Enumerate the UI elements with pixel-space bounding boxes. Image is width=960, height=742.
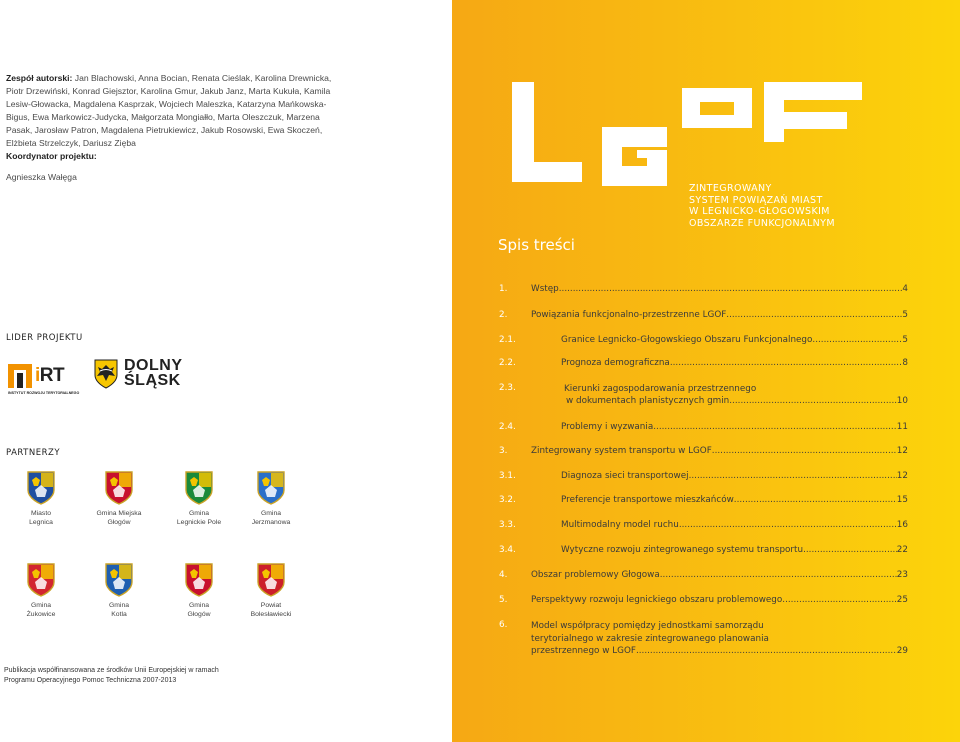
toc-page-number: 29 bbox=[896, 646, 908, 656]
partner-crest: Gmina Jerzmanowa bbox=[232, 470, 310, 527]
credits-panel bbox=[0, 0, 452, 742]
toc-leader-dots bbox=[812, 335, 902, 345]
toc-entry-label: Zintegrowany system transportu w LGOF bbox=[531, 446, 712, 456]
toc-number: 3. bbox=[499, 446, 508, 456]
partner-crest: Powiat Bolesławiecki bbox=[232, 562, 310, 619]
toc-page-number: 12 bbox=[896, 471, 908, 481]
toc-entry[interactable] bbox=[561, 471, 908, 481]
dolny-slask-logo bbox=[94, 358, 194, 394]
toc-leader-dots bbox=[653, 422, 897, 432]
dolny-slask-eagle-icon bbox=[94, 359, 118, 389]
toc-number: 6. bbox=[499, 620, 508, 630]
toc-number: 2. bbox=[499, 310, 508, 320]
toc-page-number: 23 bbox=[896, 570, 908, 580]
irt-mark-icon bbox=[8, 364, 32, 388]
toc-entry-label: Wstęp bbox=[531, 284, 559, 294]
toc-number: 2.2. bbox=[499, 358, 516, 368]
toc-page-number: 22 bbox=[896, 545, 908, 555]
toc-label-line: Kierunki zagospodarowania przestrzennego bbox=[564, 384, 757, 394]
partner-crest: Gmina Legnickie Pole bbox=[160, 470, 238, 527]
lider-heading: LIDER PROJEKTU bbox=[6, 333, 83, 343]
toc-leader-dots bbox=[636, 646, 897, 656]
dolny-slask-text: DOLNY ŚLĄSK bbox=[124, 357, 183, 389]
toc-number: 3.3. bbox=[499, 520, 516, 530]
coordinator-label: Koordynator projektu: bbox=[6, 151, 97, 161]
toc-entry[interactable] bbox=[531, 570, 908, 580]
toc-leader-dots bbox=[726, 310, 902, 320]
toc-number: 3.2. bbox=[499, 495, 516, 505]
toc-leader-dots bbox=[689, 471, 897, 481]
toc-entry-label: Powiązania funkcjonalno-przestrzenne LGOF bbox=[531, 310, 727, 320]
irt-logo bbox=[8, 364, 80, 398]
footnote: Publikacja współfinansowana ze środków Unii Europejskiej w ramach Programu Operacyjnego Pomoc Techniczna 2007-2013 bbox=[4, 667, 219, 684]
toc-number: 2.3. bbox=[499, 383, 516, 393]
toc-leader-dots bbox=[729, 396, 897, 406]
toc-leader-dots bbox=[660, 570, 897, 580]
authors-block bbox=[6, 72, 346, 150]
toc-entry-label: Obszar problemowy Głogowa bbox=[531, 570, 660, 580]
toc-entry-label: w dokumentach planistycznych gmin bbox=[566, 396, 730, 406]
toc-entry-label: Wytyczne rozwoju zintegrowanego systemu transportu bbox=[561, 545, 804, 555]
coordinator-name: Agnieszka Wałęga bbox=[6, 172, 77, 182]
toc-leader-dots bbox=[734, 495, 897, 505]
coat-of-arms-icon bbox=[184, 562, 214, 598]
toc-page-number: 12 bbox=[896, 446, 908, 456]
toc-entry[interactable] bbox=[531, 310, 908, 320]
toc-page-number: 15 bbox=[896, 495, 908, 505]
toc-entry-label: Problemy i wyzwania bbox=[561, 422, 654, 432]
partnerzy-heading: PARTNERZY bbox=[6, 448, 61, 458]
toc-entry[interactable] bbox=[566, 396, 908, 406]
toc-leader-dots bbox=[559, 284, 903, 294]
toc-page-number: 16 bbox=[896, 520, 908, 530]
toc-leader-dots bbox=[803, 545, 897, 555]
coat-of-arms-icon bbox=[256, 470, 286, 506]
toc-entry-label: Granice Legnicko-Głogowskiego Obszaru Funkcjonalnego bbox=[561, 335, 813, 345]
coat-of-arms-icon bbox=[104, 470, 134, 506]
toc-entry-label: Multimodalny model ruchu bbox=[561, 520, 679, 530]
toc-number: 2.4. bbox=[499, 422, 516, 432]
lgof-logo bbox=[512, 82, 862, 197]
toc-entry[interactable] bbox=[561, 520, 908, 530]
toc-entry[interactable] bbox=[531, 646, 908, 656]
toc-leader-dots bbox=[670, 358, 903, 368]
toc-page-number: 5 bbox=[902, 310, 908, 320]
toc-page-number: 8 bbox=[902, 358, 908, 368]
toc-entry-label: Diagnoza sieci transportowej bbox=[561, 471, 689, 481]
partner-crest: Gmina Żukowice bbox=[6, 562, 76, 619]
toc-entry[interactable] bbox=[561, 495, 908, 505]
toc-page-number: 11 bbox=[896, 422, 908, 432]
toc-entry[interactable] bbox=[531, 284, 908, 294]
toc-number: 5. bbox=[499, 595, 508, 605]
irt-logo-subtitle: INSTYTUT ROZWOJU TERYTORIALNEGO bbox=[8, 391, 80, 395]
partner-crest: Miasto Legnica bbox=[6, 470, 76, 527]
toc-page-number: 25 bbox=[896, 595, 908, 605]
toc-title: Spis treści bbox=[498, 236, 575, 254]
toc-number: 3.1. bbox=[499, 471, 516, 481]
coat-of-arms-icon bbox=[256, 562, 286, 598]
toc-page-number: 10 bbox=[896, 396, 908, 406]
toc-entry[interactable] bbox=[561, 335, 908, 345]
cover-panel bbox=[452, 0, 960, 742]
cover-subtitle: ZINTEGROWANY SYSTEM POWIĄZAŃ MIAST W LEGNICKO-GŁOGOWSKIM OBSZARZE FUNKCJONALNYM bbox=[689, 183, 835, 229]
toc-entry[interactable] bbox=[561, 358, 908, 368]
toc-number: 1. bbox=[499, 284, 508, 294]
toc-leader-dots bbox=[712, 446, 897, 456]
toc-entry-label: przestrzennego w LGOF bbox=[531, 646, 636, 656]
partner-crest: Gmina Kotla bbox=[82, 562, 156, 619]
partner-crest: Gmina Miejska Głogów bbox=[82, 470, 156, 527]
coat-of-arms-icon bbox=[184, 470, 214, 506]
toc-number: 3.4. bbox=[499, 545, 516, 555]
authors-label: Zespół autorski: bbox=[6, 73, 73, 83]
toc-label-line: Model współpracy pomiędzy jednostkami samorządu bbox=[531, 621, 764, 631]
toc-entry[interactable] bbox=[531, 446, 908, 456]
toc-entry[interactable] bbox=[561, 422, 908, 432]
toc-entry[interactable] bbox=[561, 545, 908, 555]
toc-page-number: 4 bbox=[902, 284, 908, 294]
toc-number: 2.1. bbox=[499, 335, 516, 345]
toc-entry[interactable] bbox=[531, 595, 908, 605]
toc-entry-label: Preferencje transportowe mieszkańców bbox=[561, 495, 734, 505]
coat-of-arms-icon bbox=[104, 562, 134, 598]
toc-number: 4. bbox=[499, 570, 508, 580]
toc-label-line: terytorialnego w zakresie zintegrowanego planowania bbox=[531, 634, 769, 644]
toc-leader-dots bbox=[679, 520, 897, 530]
toc-leader-dots bbox=[782, 595, 897, 605]
coat-of-arms-icon bbox=[26, 470, 56, 506]
coat-of-arms-icon bbox=[26, 562, 56, 598]
toc-entry-label: Perspektywy rozwoju legnickiego obszaru problemowego bbox=[531, 595, 783, 605]
toc-entry-label: Prognoza demograficzna bbox=[561, 358, 670, 368]
partner-crest: Gmina Głogów bbox=[160, 562, 238, 619]
irt-logo-text: iRT bbox=[35, 365, 65, 386]
authors-names: Jan Blachowski, Anna Bocian, Renata Cieślak, Karolina Drewnicka, Piotr Drzewiński, Konrad Giejsztor, Karolina Gmur, Jakub Janz, Marta Kukuła, Kamila Lesiw-Głowacka, Magdalena Kasprzak, Wojciech Maleszka, Katarzyna Mańkowska-Bigus, Ewa Markowicz-Judycka, Małgorzata Mongiałło, Marta Oleszczuk, Marzena Pasak, Jarosław Patron, Magdalena Pietrukiewicz, Jakub Rosowski, Ewa Skoczeń, Elżbieta Strzelczyk, Dariusz Zięba bbox=[6, 73, 332, 148]
toc-page-number: 5 bbox=[902, 335, 908, 345]
